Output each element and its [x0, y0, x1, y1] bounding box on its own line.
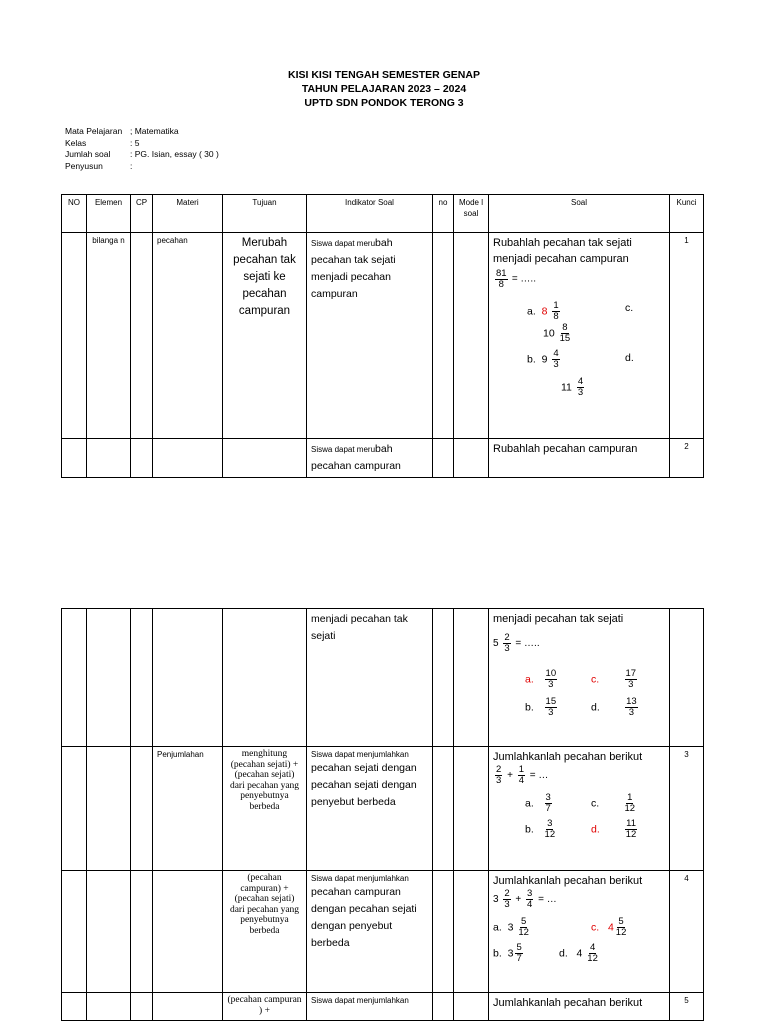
info-value: :	[130, 160, 133, 171]
question-expr: 5 $\frac{2}{3}$ = …..	[493, 632, 540, 654]
question-expr: $\frac{81}{8}$ = …..	[496, 268, 536, 290]
option-b: b. 3 $\frac{5}{7}$	[493, 942, 522, 964]
kunci-cell: 5	[670, 993, 704, 1021]
table-row	[62, 871, 704, 993]
indikator-cell: Siswa dapat merubah pecahan campuran	[307, 439, 433, 478]
table-row	[62, 747, 704, 871]
option-d: d. $\frac{11}{12}$	[591, 818, 637, 840]
soal-text: Rubahlah pecahan tak sejati menjadi pecahan campuran	[493, 237, 632, 265]
info-label: Penyusun	[65, 160, 103, 171]
question-expr: $\frac{2}{3}$ + $\frac{1}{4}$ = …	[496, 764, 549, 786]
elemen-cell: bilanga n	[87, 233, 131, 439]
info-label: Kelas	[65, 137, 87, 148]
doc-title-line3: UPTD SDN PONDOK TERONG 3	[304, 97, 464, 109]
option-b: b. 9 $\frac{4}{3}$	[527, 348, 559, 370]
option-d: d. $\frac{13}{3}$	[591, 696, 637, 718]
kunci-cell: 2	[670, 439, 704, 478]
option-c: c. $\frac{17}{3}$	[591, 668, 637, 690]
soal-cell: Rubahlah pecahan campuran	[489, 439, 670, 478]
info-value: ; Matematika	[130, 126, 179, 136]
kisi-table-part2	[61, 608, 704, 1021]
table-header-row	[62, 195, 704, 233]
kunci-cell: 4	[670, 871, 704, 993]
option-a: a. 8 $\frac{1}{8}$	[527, 300, 559, 322]
header-no: NO	[62, 195, 87, 233]
soal-cell	[489, 233, 670, 439]
materi-cell: Penjumlahan	[153, 747, 223, 871]
info-label: Mata Pelajaran	[65, 126, 123, 136]
tujuan-cell: (pecahan campuran) + (pecahan sejati) dari pecahan yang penyebutnya berbeda	[223, 871, 307, 993]
option-a: a. $\frac{10}{3}$	[525, 668, 557, 690]
info-value: : PG. Isian, essay ( 30 )	[130, 149, 219, 159]
table-row	[62, 993, 704, 1021]
option-c: c. $\frac{1}{12}$	[591, 792, 636, 814]
table-row	[62, 439, 704, 478]
tujuan-cell: Merubah pecahan tak sejati ke pecahan campuran	[223, 233, 307, 439]
header-kunci: Kunci	[670, 195, 704, 233]
indikator-cell: Siswa dapat menjumlahkan pecahan campuran dengan pecahan sejati dengan penyebut berbeda	[307, 871, 433, 993]
table-row	[62, 233, 704, 439]
tujuan-cell: (pecahan campuran ) +	[223, 993, 307, 1021]
info-label: Jumlah soal	[65, 149, 111, 159]
kunci-cell: 1	[670, 233, 704, 439]
option-d-label: d.	[625, 352, 634, 364]
header-no-small: no	[433, 195, 454, 233]
tujuan-cell: menghitung (pecahan sejati) + (pecahan sejati) dari pecahan yang penyebutnya berbeda	[223, 747, 307, 871]
soal-text: Jumlahkanlah pecahan berikut	[493, 751, 643, 763]
doc-title-line1: KISI KISI TENGAH SEMESTER GENAP	[288, 69, 480, 81]
option-d: 11 $\frac{4}{3}$	[561, 376, 584, 398]
info-block	[65, 126, 219, 172]
option-b: b. $\frac{3}{12}$	[525, 818, 556, 840]
indikator-cell: menjadi pecahan tak sejati	[307, 609, 433, 747]
soal-text: menjadi pecahan tak sejati	[493, 613, 624, 625]
option-a: a. $\frac{3}{7}$	[525, 792, 551, 814]
indikator-cell: Siswa dapat menjumlahkan pecahan sejati dengan pecahan sejati dengan penyebut berbeda	[307, 747, 433, 871]
info-value: : 5	[130, 137, 140, 148]
option-c: 10 $\frac{8}{15}$	[543, 322, 571, 344]
table-row	[62, 609, 704, 747]
soal-cell	[489, 747, 670, 871]
header-model-soal: Mode l soal	[454, 195, 489, 233]
doc-title-line2: TAHUN PELAJARAN 2023 – 2024	[301, 83, 467, 95]
option-c: c. 4 $\frac{5}{12}$	[591, 916, 627, 938]
indikator-cell: Siswa dapat merubah pecahan tak sejati menjadi pecahan campuran	[307, 233, 433, 439]
option-c-label: c.	[625, 302, 634, 314]
header-cp: CP	[131, 195, 153, 233]
kunci-cell: 3	[670, 747, 704, 871]
soal-text: Jumlahkanlah pecahan berikut	[493, 875, 643, 887]
option-b: b. $\frac{15}{3}$	[525, 696, 557, 718]
indikator-cell: Siswa dapat menjumlahkan	[307, 993, 433, 1021]
header-soal: Soal	[489, 195, 670, 233]
question-expr: 3 $\frac{2}{3}$ + $\frac{3}{4}$ = …	[493, 888, 557, 910]
soal-cell	[489, 609, 670, 747]
kisi-table-part1	[61, 194, 704, 478]
header-elemen: Elemen	[87, 195, 131, 233]
option-a: a. 3 $\frac{5}{12}$	[493, 916, 529, 938]
header-tujuan: Tujuan	[223, 195, 307, 233]
materi-cell: pecahan	[153, 233, 223, 439]
header-materi: Materi	[153, 195, 223, 233]
soal-cell: Jumlahkanlah pecahan berikut	[489, 993, 670, 1021]
soal-cell	[489, 871, 670, 993]
option-d: d. 4 $\frac{4}{12}$	[559, 942, 598, 964]
header-indikator: Indikator Soal	[307, 195, 433, 233]
